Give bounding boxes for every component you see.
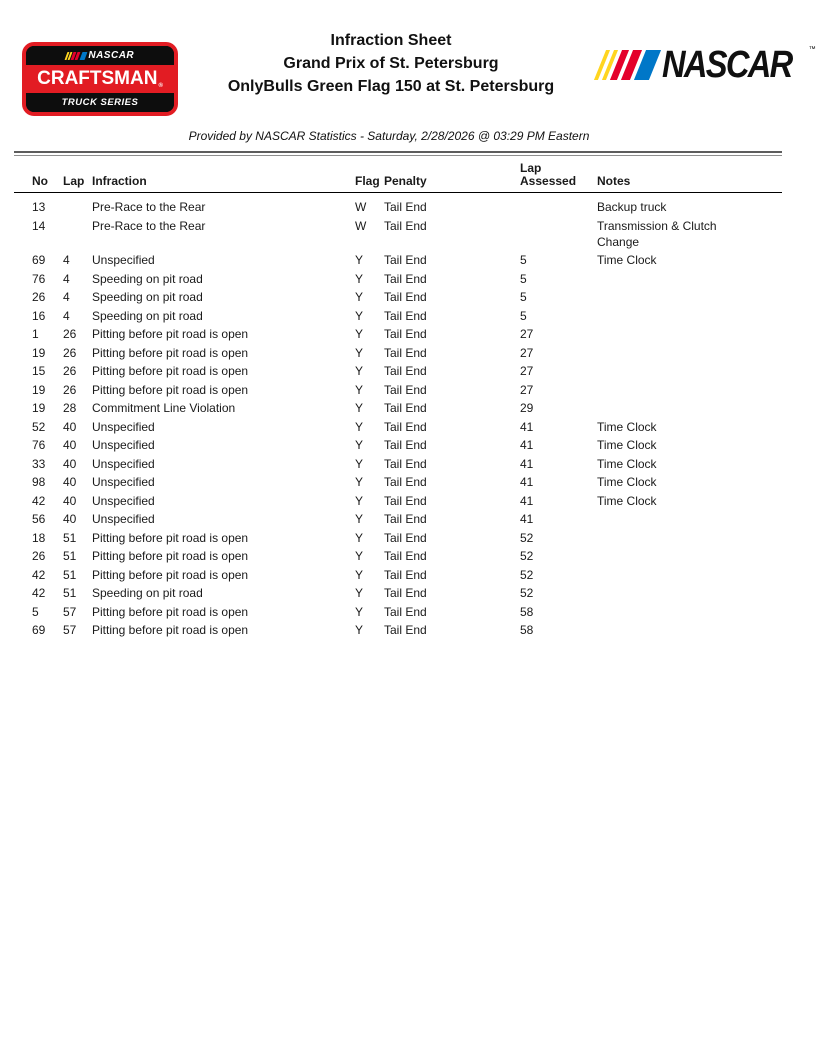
infraction-row xyxy=(14,529,782,548)
nascar-wordmark: NASCAR xyxy=(662,44,792,86)
cell-lap-assessed: 52 xyxy=(520,530,534,545)
cell-no: 52 xyxy=(32,419,46,434)
cell-penalty: Tail End xyxy=(384,512,427,526)
cell-notes: Time Clock xyxy=(597,475,657,489)
infraction-row xyxy=(14,584,782,603)
cell-notes xyxy=(597,288,782,307)
cell-lap xyxy=(63,217,92,252)
cell-no: 42 xyxy=(32,567,46,582)
cell-lap: 40 xyxy=(63,419,77,434)
cell-lap: 51 xyxy=(63,530,77,545)
cell-lap-assessed: 52 xyxy=(520,549,534,563)
infraction-table-header xyxy=(14,156,782,193)
cell-no: 26 xyxy=(32,549,46,563)
cell-infraction: Unspecified xyxy=(92,512,155,526)
cell-notes: Time Clock xyxy=(597,456,657,471)
cell-flag: Y xyxy=(355,493,364,508)
cell-flag: Y xyxy=(355,290,364,304)
cell-notes xyxy=(597,510,782,529)
col-header-lap-assessed xyxy=(520,156,597,193)
cell-lap: 4 xyxy=(63,308,70,323)
cell-lap-assessed: 58 xyxy=(520,623,534,637)
cell-notes: Time Clock xyxy=(597,493,657,508)
infraction-row xyxy=(14,307,782,326)
event-title: Grand Prix of St. Petersburg xyxy=(283,55,499,72)
cell-no: 69 xyxy=(32,623,46,637)
infraction-row xyxy=(14,381,782,400)
cell-penalty: Tail End xyxy=(384,456,427,471)
cell-lap: 57 xyxy=(63,623,77,637)
cell-infraction: Commitment Line Violation xyxy=(92,401,236,415)
cell-lap-assessed: 5 xyxy=(520,290,527,304)
cell-no: 76 xyxy=(32,271,46,286)
cell-lap-assessed: 41 xyxy=(520,512,534,526)
cell-infraction: Speeding on pit road xyxy=(92,271,203,286)
cell-no: 15 xyxy=(32,364,46,378)
cell-notes xyxy=(597,603,782,622)
cell-notes: Transmission & Clutch Change xyxy=(597,218,717,249)
cell-no: 42 xyxy=(32,586,46,600)
cell-lap-assessed: 52 xyxy=(520,586,534,600)
infraction-row xyxy=(14,603,782,622)
cell-flag: Y xyxy=(355,253,364,267)
cell-infraction: Pitting before pit road is open xyxy=(92,567,249,582)
infraction-row xyxy=(14,436,782,455)
cell-no: 5 xyxy=(32,604,39,619)
cell-lap-assessed: 5 xyxy=(520,271,527,286)
cell-no: 16 xyxy=(32,308,46,323)
cell-flag: Y xyxy=(355,604,364,619)
cell-lap-assessed xyxy=(520,193,597,217)
cell-lap: 40 xyxy=(63,475,77,489)
infraction-row xyxy=(14,473,782,492)
cell-lap: 26 xyxy=(63,364,77,378)
cell-penalty: Tail End xyxy=(384,623,427,637)
cell-penalty: Tail End xyxy=(384,218,427,233)
infraction-row xyxy=(14,251,782,270)
cell-penalty: Tail End xyxy=(384,271,427,286)
cell-lap-assessed: 29 xyxy=(520,401,534,415)
cell-lap: 40 xyxy=(63,493,77,508)
cell-infraction: Unspecified xyxy=(92,456,155,471)
cell-flag: Y xyxy=(355,345,364,360)
cell-infraction: Pitting before pit road is open xyxy=(92,345,249,360)
cell-notes xyxy=(597,566,782,585)
cell-no: 1 xyxy=(32,327,39,341)
cell-penalty: Tail End xyxy=(384,253,427,267)
infraction-row xyxy=(14,455,782,474)
cell-flag: Y xyxy=(355,438,364,452)
cell-infraction: Unspecified xyxy=(92,438,155,452)
cell-lap: 51 xyxy=(63,586,77,600)
col-header-no: No xyxy=(14,156,63,193)
cell-lap-assessed: 41 xyxy=(520,475,534,489)
cell-no: 18 xyxy=(32,530,46,545)
registered-mark: ® xyxy=(158,83,163,89)
cell-lap: 40 xyxy=(63,512,77,526)
cell-penalty: Tail End xyxy=(384,345,427,360)
cell-notes xyxy=(597,362,782,381)
cell-flag: Y xyxy=(355,623,364,637)
cell-infraction: Pre-Race to the Rear xyxy=(92,218,206,233)
cell-infraction: Speeding on pit road xyxy=(92,586,203,600)
cell-penalty: Tail End xyxy=(384,401,427,415)
cell-lap: 51 xyxy=(63,549,77,563)
cell-flag: Y xyxy=(355,586,364,600)
cell-infraction: Pre-Race to the Rear xyxy=(92,200,206,214)
cell-infraction: Unspecified xyxy=(92,493,155,508)
infraction-table xyxy=(14,156,782,640)
cell-penalty: Tail End xyxy=(384,327,427,341)
truck-series-text: TRUCK SERIES xyxy=(26,93,174,112)
cell-infraction: Unspecified xyxy=(92,475,155,489)
cell-penalty: Tail End xyxy=(384,493,427,508)
cell-no: 98 xyxy=(32,475,46,489)
cell-penalty: Tail End xyxy=(384,475,427,489)
cell-infraction: Pitting before pit road is open xyxy=(92,549,249,563)
cell-no: 14 xyxy=(32,218,46,233)
infraction-row xyxy=(14,344,782,363)
cell-infraction: Pitting before pit road is open xyxy=(92,382,249,397)
cell-penalty: Tail End xyxy=(384,549,427,563)
cell-penalty: Tail End xyxy=(384,419,427,434)
cell-notes xyxy=(597,529,782,548)
cell-notes xyxy=(597,270,782,289)
cell-lap: 26 xyxy=(63,327,77,341)
cell-flag: Y xyxy=(355,419,364,434)
cell-flag: Y xyxy=(355,308,364,323)
cell-flag: Y xyxy=(355,549,364,563)
cell-no: 26 xyxy=(32,290,46,304)
cell-no: 19 xyxy=(32,345,46,360)
cell-flag: Y xyxy=(355,271,364,286)
cell-lap: 40 xyxy=(63,456,77,471)
infraction-table-body xyxy=(14,193,782,640)
cell-lap-assessed: 41 xyxy=(520,438,534,452)
cell-notes xyxy=(597,547,782,566)
cell-lap: 26 xyxy=(63,382,77,397)
col-header-lap: Lap xyxy=(63,156,92,193)
cell-lap: 57 xyxy=(63,604,77,619)
infraction-row xyxy=(14,492,782,511)
cell-penalty: Tail End xyxy=(384,530,427,545)
cell-lap-assessed: 27 xyxy=(520,364,534,378)
cell-flag: Y xyxy=(355,456,364,471)
cell-lap: 51 xyxy=(63,567,77,582)
infraction-row xyxy=(14,510,782,529)
col-header-penalty: Penalty xyxy=(384,156,520,193)
cell-no: 69 xyxy=(32,253,46,267)
cell-lap: 28 xyxy=(63,401,77,415)
infraction-row xyxy=(14,270,782,289)
cell-lap-assessed: 41 xyxy=(520,456,534,471)
cell-lap: 4 xyxy=(63,271,70,286)
cell-lap: 26 xyxy=(63,345,77,360)
cell-lap-assessed: 27 xyxy=(520,382,534,397)
cell-lap: 40 xyxy=(63,438,77,452)
infraction-row xyxy=(14,325,782,344)
cell-notes xyxy=(597,381,782,400)
cell-flag: Y xyxy=(355,475,364,489)
provided-by-line: Provided by NASCAR Statistics - Saturday, 2/28/2026 @ 03:29 PM Eastern xyxy=(188,129,590,143)
cell-no: 19 xyxy=(32,401,46,415)
cell-lap xyxy=(63,193,92,217)
cell-lap-assessed: 52 xyxy=(520,567,534,582)
infraction-row xyxy=(14,193,782,217)
cell-no: 76 xyxy=(32,438,46,452)
cell-penalty: Tail End xyxy=(384,364,427,378)
trademark-mark: ™ xyxy=(808,46,816,53)
nascar-stripes-icon xyxy=(594,50,661,80)
cell-infraction: Speeding on pit road xyxy=(92,308,203,323)
cell-penalty: Tail End xyxy=(384,308,427,323)
cell-flag: Y xyxy=(355,382,364,397)
cell-infraction: Speeding on pit road xyxy=(92,290,203,304)
cell-penalty: Tail End xyxy=(384,567,427,582)
cell-infraction: Pitting before pit road is open xyxy=(92,604,249,619)
cell-notes: Time Clock xyxy=(597,419,657,434)
cell-lap-assessed: 27 xyxy=(520,345,534,360)
infraction-row xyxy=(14,288,782,307)
cell-penalty: Tail End xyxy=(384,604,427,619)
infraction-row xyxy=(14,418,782,437)
col-header-lap-assessed-line2: Assessed xyxy=(520,174,577,188)
craftsman-logo-nascar-text: NASCAR xyxy=(88,50,135,61)
cell-infraction: Pitting before pit road is open xyxy=(92,530,249,545)
cell-no: 19 xyxy=(32,382,46,397)
cell-notes xyxy=(597,399,782,418)
cell-flag: Y xyxy=(355,401,364,415)
cell-notes: Backup truck xyxy=(597,200,667,214)
cell-infraction: Unspecified xyxy=(92,253,155,267)
infraction-row xyxy=(14,621,782,640)
cell-flag: Y xyxy=(355,327,364,341)
cell-infraction: Pitting before pit road is open xyxy=(92,364,249,378)
cell-flag: W xyxy=(355,218,367,233)
cell-flag: Y xyxy=(355,364,364,378)
cell-notes: Time Clock xyxy=(597,253,657,267)
cell-no: 42 xyxy=(32,493,46,508)
cell-notes xyxy=(597,584,782,603)
cell-no: 33 xyxy=(32,456,46,471)
craftsman-wordmark-text: CRAFTSMAN xyxy=(37,68,158,89)
infraction-row xyxy=(14,362,782,381)
cell-infraction: Unspecified xyxy=(92,419,155,434)
header-row xyxy=(14,156,782,193)
cell-lap-assessed: 5 xyxy=(520,308,527,323)
page-title: Infraction Sheet xyxy=(330,32,452,49)
cell-penalty: Tail End xyxy=(384,200,427,214)
cell-penalty: Tail End xyxy=(384,290,427,304)
infraction-row xyxy=(14,566,782,585)
col-header-notes: Notes xyxy=(597,156,782,193)
cell-lap-assessed: 27 xyxy=(520,327,534,341)
cell-lap: 4 xyxy=(63,290,70,304)
cell-flag: Y xyxy=(355,512,364,526)
cell-flag: Y xyxy=(355,530,364,545)
col-header-infraction: Infraction xyxy=(92,156,355,193)
cell-lap-assessed: 41 xyxy=(520,419,534,434)
cell-lap-assessed: 58 xyxy=(520,604,534,619)
race-title: OnlyBulls Green Flag 150 at St. Petersburg xyxy=(227,78,555,95)
cell-notes xyxy=(597,621,782,640)
cell-penalty: Tail End xyxy=(384,382,427,397)
cell-infraction: Pitting before pit road is open xyxy=(92,327,249,341)
cell-penalty: Tail End xyxy=(384,586,427,600)
cell-lap-assessed xyxy=(520,217,597,252)
nascar-logo xyxy=(600,44,816,86)
cell-infraction: Pitting before pit road is open xyxy=(92,623,249,637)
cell-notes: Time Clock xyxy=(597,438,657,452)
infraction-row xyxy=(14,399,782,418)
cell-lap-assessed: 41 xyxy=(520,493,534,508)
infraction-row xyxy=(14,547,782,566)
cell-no: 56 xyxy=(32,512,46,526)
cell-no: 13 xyxy=(32,200,46,214)
cell-lap: 4 xyxy=(63,253,70,267)
cell-flag: W xyxy=(355,200,367,214)
cell-notes xyxy=(597,307,782,326)
infraction-row xyxy=(14,217,782,252)
col-header-flag: Flag xyxy=(355,156,384,193)
cell-lap-assessed: 5 xyxy=(520,253,527,267)
cell-flag: Y xyxy=(355,567,364,582)
cell-notes xyxy=(597,325,782,344)
cell-notes xyxy=(597,344,782,363)
cell-penalty: Tail End xyxy=(384,438,427,452)
col-header-lap-assessed-line1: Lap xyxy=(520,161,542,175)
